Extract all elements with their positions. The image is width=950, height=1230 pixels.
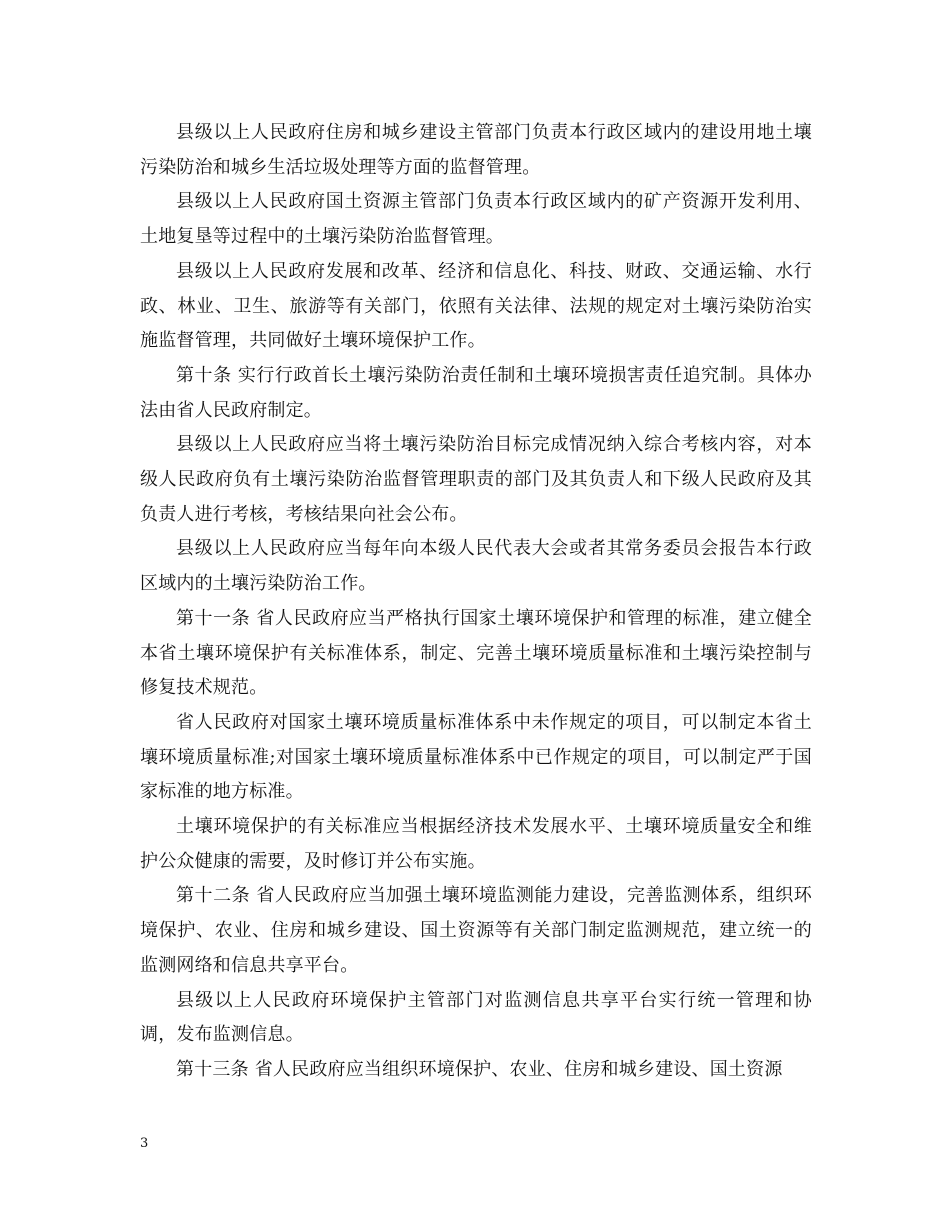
article-paragraph: 第十三条 省人民政府应当组织环境保护、农业、住房和城乡建设、国土资源 [176,1058,783,1080]
paragraph: 县级以上人民政府住房和城乡建设主管部门负责本行政区域内的建设用地土壤污染防治和城乡生活垃圾处理等方面的监督管理。 [140,122,812,178]
paragraph: 县级以上人民政府应当每年向本级人民代表大会或者其常务委员会报告本行政区域内的土壤污染防治工作。 [140,538,812,595]
paragraph: 省人民政府对国家土壤环境质量标准体系中未作规定的项目，可以制定本省土壤环境质量标准;对国家土壤环境质量标准体系中已作规定的项目，可以制定严于国家标准的地方标准。 [140,711,812,803]
paragraph: 县级以上人民政府国土资源主管部门负责本行政区域内的矿产资源开发利用、土地复垦等过程中的土壤污染防治监督管理。 [140,191,812,248]
paragraph: 土壤环境保护的有关标准应当根据经济技术发展水平、土壤环境质量安全和维护公众健康的需要，及时修订并公布实施。 [140,816,812,872]
paragraph: 县级以上人民政府发展和改革、经济和信息化、科技、财政、交通运输、水行政、林业、卫生、旅游等有关部门，依照有关法律、法规的规定对土壤污染防治实施监督管理，共同做好土壤环境保护工作。 [140,260,812,352]
article-paragraph: 第十条 实行行政首长土壤污染防治责任制和土壤环境损害责任追究制。具体办法由省人民政府制定。 [140,364,812,421]
article-paragraph: 第十一条 省人民政府应当严格执行国家土壤环境保护和管理的标准，建立健全本省土壤环境保护有关标准体系，制定、完善土壤环境质量标准和土壤污染控制与修复技术规范。 [140,607,812,699]
article-paragraph: 第十二条 省人民政府应当加强土壤环境监测能力建设，完善监测体系，组织环境保护、农业、住房和城乡建设、国土资源等有关部门制定监测规范，建立统一的监测网络和信息共享平台。 [140,885,812,976]
paragraph: 县级以上人民政府环境保护主管部门对监测信息共享平台实行统一管理和协调，发布监测信息。 [140,989,812,1046]
paragraph: 县级以上人民政府应当将土壤污染防治目标完成情况纳入综合考核内容，对本级人民政府负有土壤污染防治监督管理职责的部门及其负责人和下级人民政府及其负责人进行考核，考核结果向社会公布。 [140,434,812,525]
page-number: 3 [140,1136,149,1151]
document-body [140,116,812,1088]
